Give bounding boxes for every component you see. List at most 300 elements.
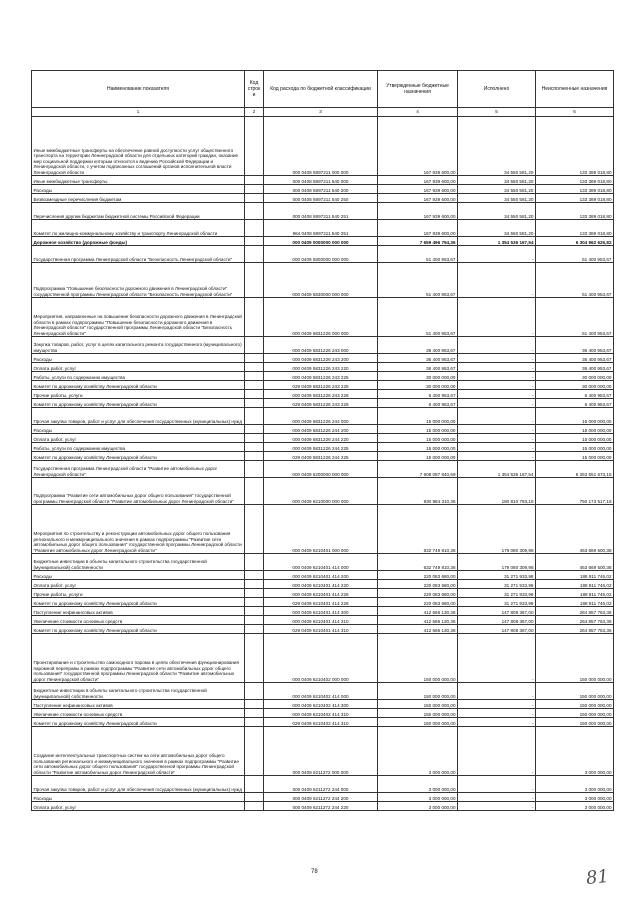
row-executed: 147 808 367,00: [458, 625, 536, 634]
row-unexecuted: 133 389 018,80: [536, 220, 614, 237]
row-unexecuted: 36 400 953,67: [536, 354, 614, 363]
row-unexecuted: 51 400 953,67: [536, 263, 614, 298]
page-number: 78: [311, 869, 318, 875]
header-line-code: Код строк и: [245, 71, 264, 108]
row-expense-code: 000 0409 5831226 243 220: [264, 363, 378, 372]
row-executed: 34 550 581,20: [458, 220, 536, 237]
row-expense-code: 000 0409 6210401 414 310: [264, 616, 378, 625]
row-approved: 632 749 810,36: [378, 505, 458, 554]
row-expense-code: 029 0409 6210401 414 226: [264, 598, 378, 607]
row-name: Закупка товаров, работ, услуг в целях капитального ремонта государственного (муниципального) имущества: [32, 337, 245, 354]
row-line-code: [245, 709, 264, 718]
row-name: Комитет по дорожному хозяйству Ленинградской области: [32, 718, 245, 727]
row-name: Расходы: [32, 793, 245, 802]
row-name: Увеличение стоимости основных средств: [32, 616, 245, 625]
row-executed: 34 550 581,20: [458, 203, 536, 220]
row-name: Оплата работ, услуг: [32, 580, 245, 589]
row-unexecuted: 6 400 953,67: [536, 390, 614, 399]
row-line-code: [245, 700, 264, 709]
row-executed: 31 271 933,98: [458, 589, 536, 598]
row-line-code: [245, 598, 264, 607]
table-row: [32, 452, 614, 461]
row-approved: 150 000 000,00: [378, 634, 458, 683]
budget-execution-table: [31, 70, 614, 811]
row-unexecuted: 264 857 763,36: [536, 625, 614, 634]
row-name: Бюджетные инвестиции в объекты капитального строительства государственной (муниципальной) собственности: [32, 554, 245, 571]
row-unexecuted: 133 389 018,80: [536, 203, 614, 220]
column-number-row: [32, 108, 614, 117]
row-executed: -: [458, 443, 536, 452]
table-row: [32, 363, 614, 372]
row-approved: 15 000 000,00: [378, 408, 458, 425]
table-row: [32, 220, 614, 237]
row-line-code: [245, 478, 264, 505]
table-row: [32, 246, 614, 263]
row-approved: 30 000 000,00: [378, 381, 458, 390]
row-name: Комитет по дорожному хозяйству Ленинградской области: [32, 381, 245, 390]
row-unexecuted: 3 000 000,00: [536, 802, 614, 811]
row-executed: -: [458, 683, 536, 700]
table-row: [32, 793, 614, 802]
column-number: 5: [458, 108, 536, 117]
row-name: Расходы: [32, 571, 245, 580]
row-expense-code: 000 0409 6210402 414 310: [264, 709, 378, 718]
row-line-code: [245, 354, 264, 363]
row-line-code: [245, 176, 264, 185]
row-expense-code: 000 0409 5831226 244 000: [264, 408, 378, 425]
table-row: [32, 194, 614, 203]
row-executed: -: [458, 298, 536, 337]
table-row: [32, 571, 614, 580]
table-row: [32, 598, 614, 607]
row-executed: -: [458, 354, 536, 363]
row-line-code: [245, 246, 264, 263]
row-expense-code: 000 0409 6210402 000 000: [264, 634, 378, 683]
row-line-code: [245, 425, 264, 434]
row-approved: 6 400 953,67: [378, 399, 458, 408]
row-expense-code: 000 0409 5831226 243 226: [264, 390, 378, 399]
row-expense-code: 000 0408 6897211 000 000: [264, 117, 378, 176]
row-approved: 167 939 600,00: [378, 185, 458, 194]
row-expense-code: 000 0408 6897211 540 251: [264, 203, 378, 220]
row-name: Комитет по дорожному хозяйству Ленинградской области: [32, 399, 245, 408]
row-line-code: [245, 607, 264, 616]
row-name: Поступление нефинансовых активов: [32, 607, 245, 616]
row-expense-code: 029 0409 5831226 244 225: [264, 452, 378, 461]
table-row: [32, 461, 614, 478]
row-line-code: [245, 580, 264, 589]
row-expense-code: 000 0409 6211272 244 220: [264, 802, 378, 811]
row-unexecuted: 30 000 000,00: [536, 381, 614, 390]
row-executed: -: [458, 425, 536, 434]
row-unexecuted: 15 000 000,00: [536, 443, 614, 452]
row-unexecuted: 6 253 551 673,15: [536, 461, 614, 478]
row-expense-code: 000 0409 6200000 000 000: [264, 461, 378, 478]
column-number: 1: [32, 108, 245, 117]
row-unexecuted: 188 811 746,02: [536, 598, 614, 607]
row-approved: 3 000 000,00: [378, 793, 458, 802]
row-approved: 3 000 000,00: [378, 727, 458, 776]
row-unexecuted: 453 669 500,38: [536, 505, 614, 554]
handwritten-page-mark: 81: [584, 865, 610, 890]
header-executed: Исполнено: [458, 71, 536, 108]
row-name: Иные межбюджетные трансферты: [32, 176, 245, 185]
row-executed: 1 354 536 167,54: [458, 461, 536, 478]
row-executed: -: [458, 337, 536, 354]
table-row: [32, 580, 614, 589]
row-executed: -: [458, 700, 536, 709]
row-executed: 34 550 581,20: [458, 117, 536, 176]
row-line-code: [245, 793, 264, 802]
row-expense-code: 000 0409 5830000 000 000: [264, 263, 378, 298]
row-line-code: [245, 776, 264, 793]
row-name: Поступление нефинансовых активов: [32, 700, 245, 709]
table-row: [32, 709, 614, 718]
row-name: Прочие работы, услуги: [32, 390, 245, 399]
row-name: Оплата работ, услуг: [32, 363, 245, 372]
row-approved: 632 749 810,36: [378, 554, 458, 571]
header-approved: Утвержденные бюджетные назначения: [378, 71, 458, 108]
row-name: Иные межбюджетные трансферты на обеспечение равной доступности услуг общественного транспорта на территории Ленинградской области для отдельных категорий граждан, оказание мер социальной поддержки которым относится к ведению Российской Федерации и Ленинградской области, с учетом подписанных соглашений органов исполнительной власти Ленинградской области: [32, 117, 245, 176]
row-expense-code: 000 0409 6210402 414 300: [264, 700, 378, 709]
row-expense-code: 000 0409 5831226 244 200: [264, 425, 378, 434]
row-name: Комитет по дорожному хозяйству Ленинградской области: [32, 625, 245, 634]
row-name: Государственная программа Ленинградской области "Безопасность Ленинградской области": [32, 246, 245, 263]
table-row: [32, 337, 614, 354]
table-row: [32, 478, 614, 505]
row-approved: 150 000 000,00: [378, 709, 458, 718]
row-unexecuted: 150 000 000,00: [536, 718, 614, 727]
row-unexecuted: 264 857 763,36: [536, 616, 614, 625]
row-expense-code: 000 0409 6210000 000 000: [264, 478, 378, 505]
row-expense-code: 000 0409 5831226 000 000: [264, 298, 378, 337]
row-name: Оплата работ, услуг: [32, 434, 245, 443]
row-name: Проектирование и строительство самоходного парома в целях обеспечения функционирования паромной переправы в рамках подпрограммы "Развитие сети автомобильных дорог общего пользования" государственной программы Ленинградской области "Развитие автомобильных дорог Ленинградской области": [32, 634, 245, 683]
row-line-code: [245, 337, 264, 354]
row-line-code: [245, 194, 264, 203]
row-unexecuted: 30 000 000,00: [536, 372, 614, 381]
row-unexecuted: 133 389 018,80: [536, 185, 614, 194]
row-line-code: [245, 220, 264, 237]
row-name: Работы, услуги по содержанию имущества: [32, 443, 245, 452]
row-executed: -: [458, 776, 536, 793]
table-row: [32, 425, 614, 434]
row-executed: -: [458, 718, 536, 727]
table-row: [32, 372, 614, 381]
row-approved: 167 939 600,00: [378, 176, 458, 185]
table-body: [32, 117, 614, 811]
row-approved: 150 000 000,00: [378, 718, 458, 727]
row-executed: -: [458, 372, 536, 381]
row-line-code: [245, 802, 264, 811]
row-expense-code: 000 0409 0000000 000 000: [264, 237, 378, 246]
column-number: 6: [536, 108, 614, 117]
row-executed: -: [458, 246, 536, 263]
row-approved: 412 666 130,36: [378, 625, 458, 634]
row-name: Подпрограмма "Развитие сети автомобильных дорог общего пользования" государственной программы Ленинградской области "Развитие автомобильных дорог Ленинградской области": [32, 478, 245, 505]
row-name: Подпрограмма "Повышение безопасности дорожного движения в Ленинградской области" государственной программы Ленинградской области "Безопасность Ленинградской области": [32, 263, 245, 298]
row-approved: 220 083 680,00: [378, 571, 458, 580]
column-number: 2: [245, 108, 264, 117]
table-row: [32, 616, 614, 625]
table-row: [32, 776, 614, 793]
table-row: [32, 408, 614, 425]
table-row: [32, 176, 614, 185]
row-name: Расходы: [32, 425, 245, 434]
row-approved: 51 400 953,67: [378, 298, 458, 337]
table-row: [32, 381, 614, 390]
table-row: [32, 434, 614, 443]
row-expense-code: 000 0409 5831226 244 225: [264, 443, 378, 452]
row-unexecuted: 15 000 000,00: [536, 434, 614, 443]
table-row: [32, 718, 614, 727]
row-expense-code: 000 0409 6211272 000 000: [264, 727, 378, 776]
row-expense-code: 000 0409 6210401 414 000: [264, 554, 378, 571]
row-expense-code: 000 0409 6210401 414 226: [264, 589, 378, 598]
row-name: Комитет по дорожному хозяйству Ленинградской области: [32, 452, 245, 461]
row-approved: 15 000 000,00: [378, 443, 458, 452]
row-unexecuted: 3 000 000,00: [536, 793, 614, 802]
row-expense-code: 029 0409 5831226 243 225: [264, 381, 378, 390]
row-approved: 7 659 496 794,36: [378, 237, 458, 246]
row-line-code: [245, 571, 264, 580]
row-expense-code: 000 0409 6210401 414 220: [264, 580, 378, 589]
table-row: [32, 505, 614, 554]
row-expense-code: 000 0408 6897211 540 000: [264, 176, 378, 185]
row-executed: -: [458, 793, 536, 802]
row-approved: 3 000 000,00: [378, 802, 458, 811]
row-line-code: [245, 505, 264, 554]
header-name: Наименование показателя: [32, 71, 245, 108]
row-line-code: [245, 434, 264, 443]
row-line-code: [245, 443, 264, 452]
row-line-code: [245, 461, 264, 478]
row-name: Комитет по жилищно-коммунальному хозяйству и транспорту Ленинградской области: [32, 220, 245, 237]
row-approved: 51 400 953,67: [378, 263, 458, 298]
row-name: Создание интеллектуальных транспортных систем на сети автомобильных дорог общего пользования регионального и межмуниципального значения в рамках подпрограммы "Развитие сети автомобильных дорог общего пользования" государственной программы Ленинградской области "Развитие автомобильных дорог Ленинградской области": [32, 727, 245, 776]
table-row: [32, 185, 614, 194]
row-line-code: [245, 589, 264, 598]
table-row: [32, 399, 614, 408]
row-executed: 147 808 367,00: [458, 616, 536, 625]
row-approved: 36 400 953,67: [378, 354, 458, 363]
row-executed: -: [458, 802, 536, 811]
table-row: [32, 634, 614, 683]
row-line-code: [245, 117, 264, 176]
row-line-code: [245, 408, 264, 425]
row-line-code: [245, 452, 264, 461]
row-executed: 180 810 793,18: [458, 478, 536, 505]
budget-table-container: [31, 70, 613, 811]
row-approved: 167 939 600,00: [378, 194, 458, 203]
row-name: Перечисления другим бюджетам бюджетной системы Российской Федерации: [32, 203, 245, 220]
row-expense-code: 000 0409 5800000 000 000: [264, 246, 378, 263]
row-expense-code: 000 0409 5831226 243 200: [264, 354, 378, 363]
row-approved: 6 400 953,67: [378, 390, 458, 399]
row-expense-code: 000 0409 6210401 414 300: [264, 607, 378, 616]
row-unexecuted: 6 304 962 626,82: [536, 237, 614, 246]
row-expense-code: 000 0409 5831226 243 225: [264, 372, 378, 381]
row-executed: 31 271 933,98: [458, 571, 536, 580]
row-expense-code: 029 0409 6210401 414 310: [264, 625, 378, 634]
row-unexecuted: 150 000 000,00: [536, 700, 614, 709]
row-name: Государственная программа Ленинградской области "Развитие автомобильных дорог Ленинградской области": [32, 461, 245, 478]
row-name: Расходы: [32, 185, 245, 194]
row-approved: 412 666 130,36: [378, 616, 458, 625]
table-row: [32, 589, 614, 598]
row-line-code: [245, 185, 264, 194]
row-executed: 31 271 933,98: [458, 580, 536, 589]
row-name: Мероприятия по строительству и реконструкции автомобильных дорог общего пользования регионального и межмуниципального значения в рамках подпрограммы "Развитие сети автомобильных дорог общего пользования" государственной программы Ленинградской области "Развитие автомобильных дорог Ленинградской области": [32, 505, 245, 554]
table-row: [32, 554, 614, 571]
row-expense-code: 000 0409 6211272 244 000: [264, 776, 378, 793]
row-name: Прочая закупка товаров, работ и услуг для обеспечения государственных (муниципальных) нужд: [32, 776, 245, 793]
row-name: Прочая закупка товаров, работ и услуг для обеспечения государственных (муниципальных) нужд: [32, 408, 245, 425]
row-executed: -: [458, 727, 536, 776]
row-unexecuted: 15 000 000,00: [536, 452, 614, 461]
table-row: [32, 802, 614, 811]
row-name: Работы, услуги по содержанию имущества: [32, 372, 245, 381]
row-name: Увеличение стоимости основных средств: [32, 709, 245, 718]
table-row: [32, 263, 614, 298]
row-expense-code: 000 0409 6210401 414 200: [264, 571, 378, 580]
row-line-code: [245, 683, 264, 700]
row-unexecuted: 150 000 000,00: [536, 634, 614, 683]
row-name: Прочие работы, услуги: [32, 589, 245, 598]
table-row: [32, 203, 614, 220]
row-name: Безвозмездные перечисления бюджетам: [32, 194, 245, 203]
row-unexecuted: 15 000 000,00: [536, 408, 614, 425]
row-line-code: [245, 237, 264, 246]
row-unexecuted: 51 400 953,67: [536, 298, 614, 337]
row-unexecuted: 3 000 000,00: [536, 727, 614, 776]
row-expense-code: 029 0409 6210402 414 310: [264, 718, 378, 727]
row-line-code: [245, 372, 264, 381]
row-approved: 36 400 953,67: [378, 337, 458, 354]
row-approved: 167 939 600,00: [378, 117, 458, 176]
row-line-code: [245, 298, 264, 337]
row-executed: 147 808 367,00: [458, 607, 536, 616]
table-row: [32, 237, 614, 246]
row-unexecuted: 36 400 953,67: [536, 363, 614, 372]
row-unexecuted: 133 389 018,80: [536, 117, 614, 176]
header-expense-code: Код расхода по бюджетной классификации: [264, 71, 378, 108]
row-expense-code: 029 0409 5831226 243 226: [264, 399, 378, 408]
row-expense-code: 000 0409 5831226 243 000: [264, 337, 378, 354]
row-unexecuted: 51 400 953,67: [536, 246, 614, 263]
row-name: Комитет по дорожному хозяйству Ленинградской области: [32, 598, 245, 607]
row-unexecuted: 3 000 000,00: [536, 776, 614, 793]
row-approved: 220 083 680,00: [378, 598, 458, 607]
row-expense-code: 000 0408 6897211 540 250: [264, 194, 378, 203]
row-unexecuted: 188 811 746,02: [536, 589, 614, 598]
table-row: [32, 117, 614, 176]
row-line-code: [245, 634, 264, 683]
row-executed: -: [458, 363, 536, 372]
row-line-code: [245, 718, 264, 727]
row-unexecuted: 150 000 000,00: [536, 683, 614, 700]
row-executed: 179 080 309,98: [458, 554, 536, 571]
row-approved: 3 000 000,00: [378, 776, 458, 793]
row-executed: 34 550 581,20: [458, 176, 536, 185]
row-line-code: [245, 625, 264, 634]
row-line-code: [245, 554, 264, 571]
row-executed: 34 550 581,20: [458, 194, 536, 203]
row-unexecuted: 15 000 000,00: [536, 425, 614, 434]
row-unexecuted: 188 811 746,02: [536, 571, 614, 580]
row-approved: 930 984 310,36: [378, 478, 458, 505]
row-executed: 179 080 309,98: [458, 505, 536, 554]
row-executed: -: [458, 709, 536, 718]
table-row: [32, 700, 614, 709]
table-row: [32, 298, 614, 337]
row-executed: -: [458, 634, 536, 683]
row-approved: 7 608 087 840,69: [378, 461, 458, 478]
table-row: [32, 607, 614, 616]
row-approved: 220 083 680,00: [378, 589, 458, 598]
row-unexecuted: 6 400 953,67: [536, 399, 614, 408]
row-expense-code: 984 0408 6897211 540 251: [264, 220, 378, 237]
row-executed: -: [458, 452, 536, 461]
row-executed: -: [458, 263, 536, 298]
row-approved: 30 000 000,00: [378, 372, 458, 381]
header-unexecuted: Неисполненные назначения: [536, 71, 614, 108]
row-unexecuted: 36 400 953,67: [536, 337, 614, 354]
row-approved: 150 000 000,00: [378, 700, 458, 709]
row-name: Оплата работ, услуг: [32, 802, 245, 811]
row-expense-code: 000 0409 5831226 244 220: [264, 434, 378, 443]
row-line-code: [245, 381, 264, 390]
row-line-code: [245, 263, 264, 298]
row-name: Дорожное хозяйство (дорожные фонды): [32, 237, 245, 246]
row-executed: 1 354 536 167,54: [458, 237, 536, 246]
row-approved: 150 000 000,00: [378, 683, 458, 700]
row-expense-code: 000 0409 6210402 414 000: [264, 683, 378, 700]
row-expense-code: 000 0409 6210401 000 000: [264, 505, 378, 554]
row-executed: -: [458, 381, 536, 390]
row-unexecuted: 750 173 517,18: [536, 478, 614, 505]
row-unexecuted: 453 669 500,38: [536, 554, 614, 571]
table-header-row: [32, 71, 614, 108]
row-unexecuted: 133 389 018,80: [536, 176, 614, 185]
row-expense-code: 000 0409 6211272 244 200: [264, 793, 378, 802]
row-unexecuted: 150 000 000,00: [536, 709, 614, 718]
row-approved: 15 000 000,00: [378, 425, 458, 434]
row-line-code: [245, 616, 264, 625]
row-name: Мероприятия, направленные на повышение безопасности дорожного движения в Ленинградской области в рамках подпрограммы "Повышение безопасности дорожного движения в Ленинградской области" государственной программы Ленинградской области "Безопасность Ленинградской области": [32, 298, 245, 337]
row-approved: 15 000 000,00: [378, 434, 458, 443]
row-expense-code: 000 0408 6897211 540 200: [264, 185, 378, 194]
row-executed: 31 271 933,98: [458, 598, 536, 607]
column-number: 3: [264, 108, 378, 117]
row-executed: -: [458, 434, 536, 443]
row-line-code: [245, 390, 264, 399]
table-row: [32, 354, 614, 363]
table-row: [32, 625, 614, 634]
row-unexecuted: 264 857 763,36: [536, 607, 614, 616]
row-approved: 36 400 953,67: [378, 363, 458, 372]
row-line-code: [245, 727, 264, 776]
row-line-code: [245, 363, 264, 372]
row-approved: 412 666 130,36: [378, 607, 458, 616]
row-unexecuted: 188 811 746,02: [536, 580, 614, 589]
row-name: Расходы: [32, 354, 245, 363]
table-row: [32, 443, 614, 452]
table-row: [32, 683, 614, 700]
row-approved: 167 939 600,00: [378, 220, 458, 237]
row-executed: -: [458, 390, 536, 399]
row-approved: 220 083 680,00: [378, 580, 458, 589]
